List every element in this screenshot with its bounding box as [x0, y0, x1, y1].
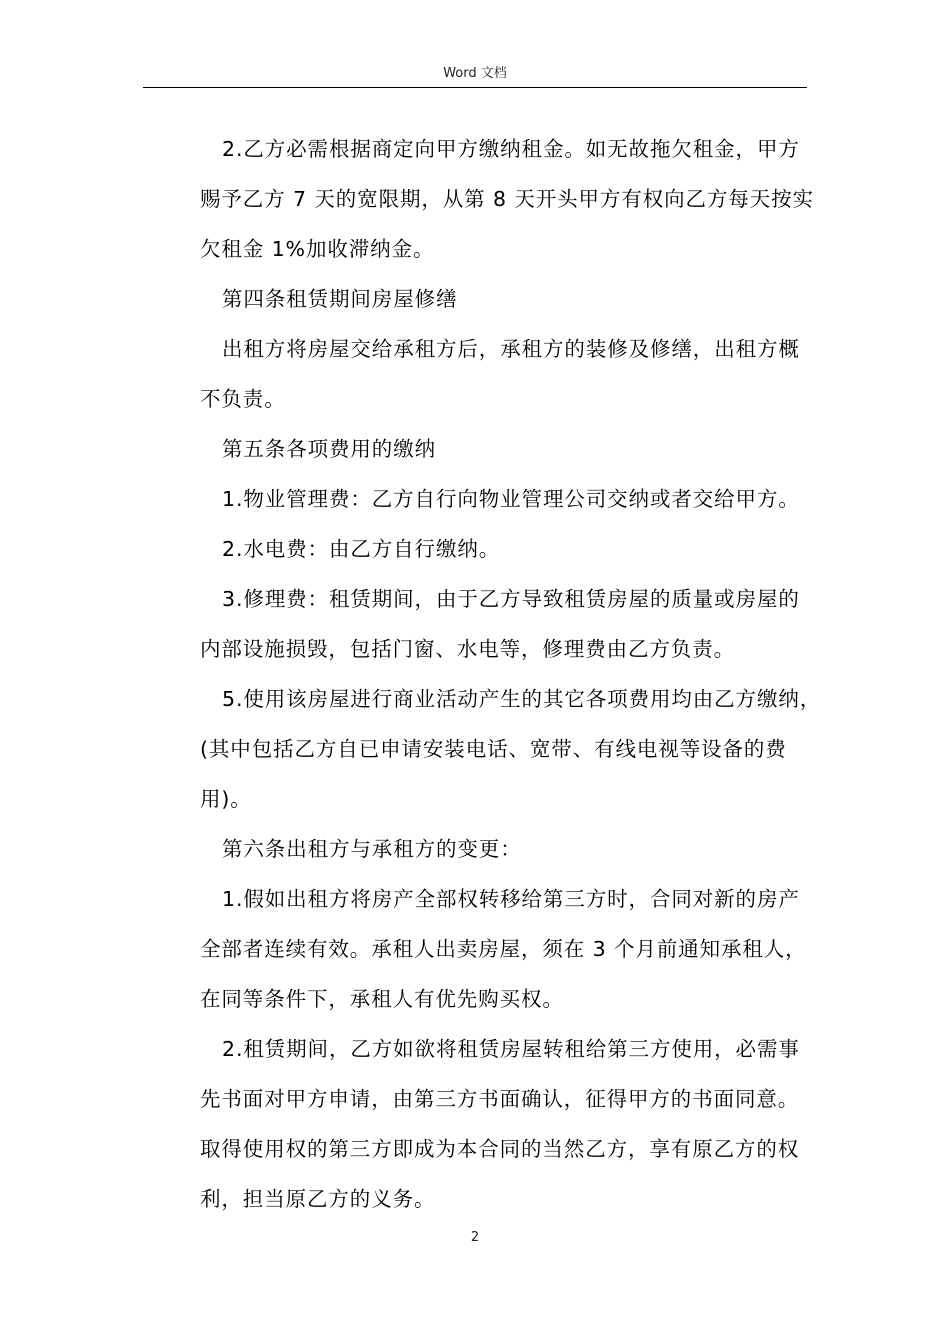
text-line: 1.假如出租方将房产全部权转移给第三方时，合同对新的房产 — [222, 887, 800, 911]
text-line: 欠租金 1%加收滞纳金。 — [200, 237, 435, 261]
text-line: 先书面对甲方申请，由第三方书面确认，征得甲方的书面同意。 — [200, 1087, 800, 1111]
text-line: 赐予乙方 7 天的宽限期，从第 8 天开头甲方有权向乙方每天按实 — [200, 187, 814, 211]
text-line: 3.修理费：租赁期间，由于乙方导致租赁房屋的质量或房屋的 — [222, 587, 800, 611]
section-heading — [178, 424, 806, 474]
text-line: 5.使用该房屋进行商业活动产生的其它各项费用均由乙方缴纳， — [222, 687, 822, 711]
text-line: 2.租赁期间，乙方如欲将租赁房屋转租给第三方使用，必需事 — [222, 1037, 800, 1061]
paragraph — [178, 324, 806, 424]
document-body — [178, 124, 822, 1224]
text-line: 第五条各项费用的缴纳 — [222, 437, 436, 461]
page-number: 2 — [470, 1230, 480, 1245]
text-line: 全部者连续有效。承租人出卖房屋，须在 3 个月前通知承租人， — [200, 937, 807, 961]
page-header: Word 文档 — [443, 66, 507, 81]
paragraph — [178, 1024, 806, 1224]
paragraph — [178, 474, 806, 524]
text-line: 内部设施损毁，包括门窗、水电等，修理费由乙方负责。 — [200, 637, 735, 661]
section-heading — [178, 824, 806, 874]
paragraph — [178, 674, 822, 824]
text-line: 在同等条件下，承租人有优先购买权。 — [200, 987, 564, 1011]
text-line: 出租方将房屋交给承租方后，承租方的装修及修缮，出租方概 — [222, 337, 800, 361]
text-line: 不负责。 — [200, 387, 286, 411]
paragraph — [178, 574, 806, 674]
text-line: 2.乙方必需根据商定向甲方缴纳租金。如无故拖欠租金，甲方 — [222, 137, 800, 161]
text-line: (其中包括乙方自已申请安装电话、宽带、有线电视等设备的费 — [200, 737, 787, 761]
text-line: 用)。 — [200, 787, 252, 811]
paragraph — [178, 124, 814, 274]
text-line: 1.物业管理费：乙方自行向物业管理公司交纳或者交给甲方。 — [222, 487, 800, 511]
text-line: 第六条出租方与承租方的变更： — [222, 837, 522, 861]
section-heading — [178, 274, 806, 324]
text-line: 利，担当原乙方的义务。 — [200, 1187, 436, 1211]
text-line: 第四条租赁期间房屋修缮 — [222, 287, 458, 311]
paragraph — [178, 874, 806, 1024]
header-divider — [143, 87, 807, 88]
text-line: 2.水电费：由乙方自行缴纳。 — [222, 537, 501, 561]
text-line: 取得使用权的第三方即成为本合同的当然乙方，享有原乙方的权 — [200, 1137, 800, 1161]
paragraph — [178, 524, 806, 574]
